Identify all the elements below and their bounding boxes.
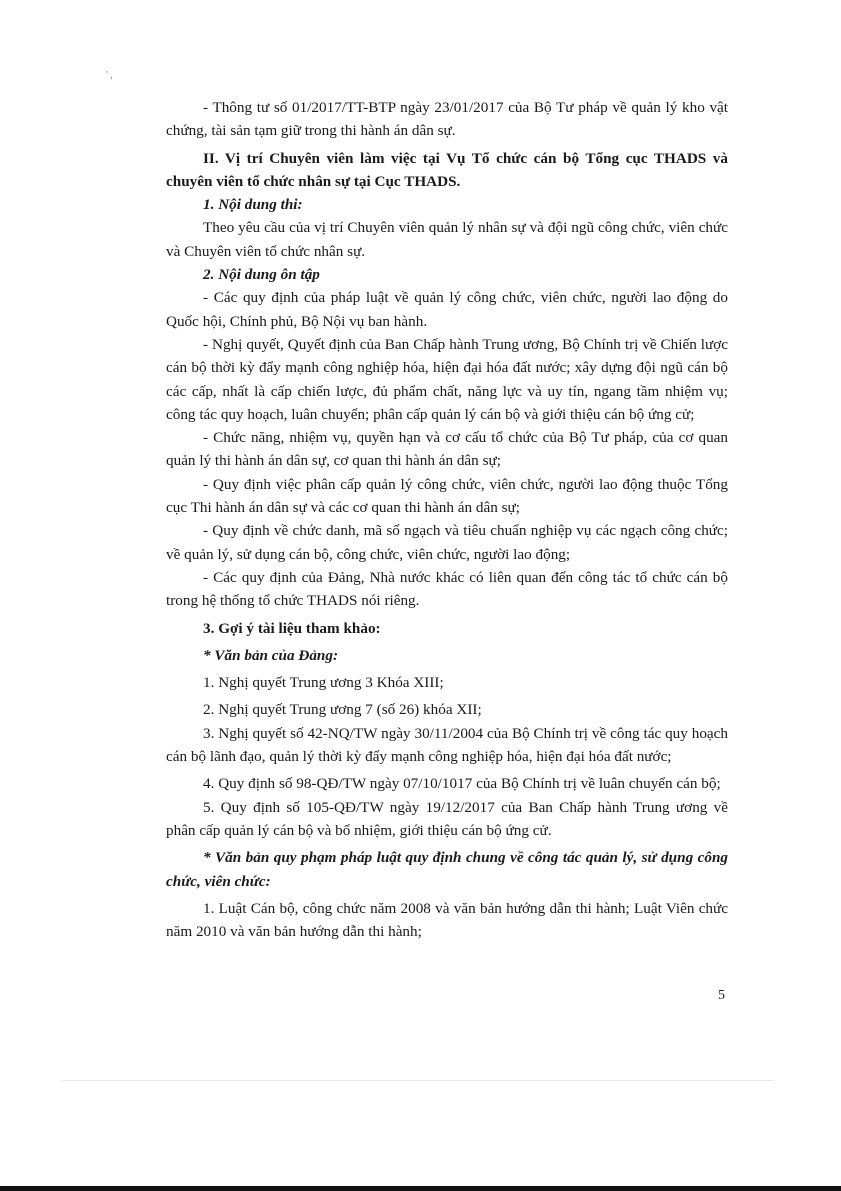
list-item-party-3: 3. Nghị quyết số 42-NQ/TW ngày 30/11/2004 của Bộ Chính trị về công tác quy hoạch cán bộ lãnh đạo, quản lý thời kỳ đẩy mạnh công nghiệp hóa, hiện đại hóa đất nước; — [166, 724, 728, 766]
document-body — [166, 96, 728, 943]
subheading-legal-documents: * Văn bản quy phạm pháp luật quy định chung về công tác quản lý, sử dụng công chức, viên chức: — [166, 849, 728, 890]
list-item-legal-1: 1. Luật Cán bộ, công chức năm 2008 và văn bản hướng dẫn thi hành; Luật Viên chức năm 2010 và văn bản hướng dẫn thi hành; — [166, 899, 728, 941]
subheading-references: 3. Gợi ý tài liệu tham khảo: — [203, 619, 381, 637]
list-item-party-4: 4. Quy định số 98-QĐ/TW ngày 07/10/1017 của Bộ Chính trị về luân chuyển cán bộ; — [203, 775, 721, 793]
paragraph-review-4: - Quy định việc phân cấp quản lý công chức, viên chức, người lao động thuộc Tổng cục Thi hành án dân sự và các cơ quan thi hành án dân sự; — [166, 475, 728, 517]
corner-mark: ' , — [106, 70, 113, 81]
subheading-party-documents: * Văn bản của Đảng: — [203, 646, 339, 664]
list-item-party-2: 2. Nghị quyết Trung ương 7 (số 26) khóa XII; — [203, 701, 482, 719]
section-heading-ii: II. Vị trí Chuyên viên làm việc tại Vụ Tổ chức cán bộ Tổng cục THADS và chuyên viên tổ chức nhân sự tại Cục THADS. — [166, 149, 728, 190]
paragraph-exam-content: Theo yêu cầu của vị trí Chuyên viên quản lý nhân sự và đội ngũ công chức, viên chức và Chuyên viên tổ chức nhân sự. — [166, 219, 728, 260]
list-item-party-1: 1. Nghị quyết Trung ương 3 Khóa XIII; — [203, 674, 444, 692]
paragraph-review-2: - Nghị quyết, Quyết định của Ban Chấp hành Trung ương, Bộ Chính trị về Chiến lược cán bộ thời kỳ đẩy mạnh công nghiệp hóa, hiện đại hóa đất nước; xây dựng đội ngũ cán bộ các cấp, nhất là cấp chiến lược, đủ phẩm chất, năng lực và uy tín, ngang tầm nhiệm vụ; công tác quy hoạch, luân chuyển; phân cấp quản lý cán bộ và giới thiệu cán bộ ứng cử; — [166, 335, 728, 423]
list-item-party-5: 5. Quy định số 105-QĐ/TW ngày 19/12/2017 của Ban Chấp hành Trung ương về phân cấp quản lý cán bộ và bổ nhiệm, giới thiệu cán bộ ứng cử. — [166, 798, 728, 839]
paragraph-review-3: - Chức năng, nhiệm vụ, quyền hạn và cơ cấu tổ chức của Bộ Tư pháp, của cơ quan quản lý thi hành án dân sự, cơ quan thi hành án dân sự; — [166, 429, 728, 470]
paragraph-review-6: - Các quy định của Đảng, Nhà nước khác có liên quan đến công tác tổ chức cán bộ trong hệ thống tổ chức THADS nói riêng. — [166, 568, 728, 610]
scan-bottom-edge — [0, 1186, 841, 1191]
scan-divider — [62, 1080, 774, 1081]
subheading-review-content: 2. Nội dung ôn tập — [203, 266, 320, 284]
paragraph-review-5: - Quy định về chức danh, mã số ngạch và tiêu chuẩn nghiệp vụ các ngạch công chức; về quản lý, sử dụng cán bộ, công chức, viên chức, người lao động; — [166, 522, 728, 563]
page-number: 5 — [718, 988, 725, 1003]
subheading-exam-content: 1. Nội dung thi: — [203, 196, 303, 214]
paragraph-circular-01-2017: - Thông tư số 01/2017/TT-BTP ngày 23/01/2017 của Bộ Tư pháp về quản lý kho vật chứng, tài sản tạm giữ trong thi hành án dân sự. — [166, 99, 728, 140]
paragraph-review-1: - Các quy định của pháp luật về quản lý công chức, viên chức, người lao động do Quốc hội, Chính phủ, Bộ Nội vụ ban hành. — [166, 289, 728, 330]
